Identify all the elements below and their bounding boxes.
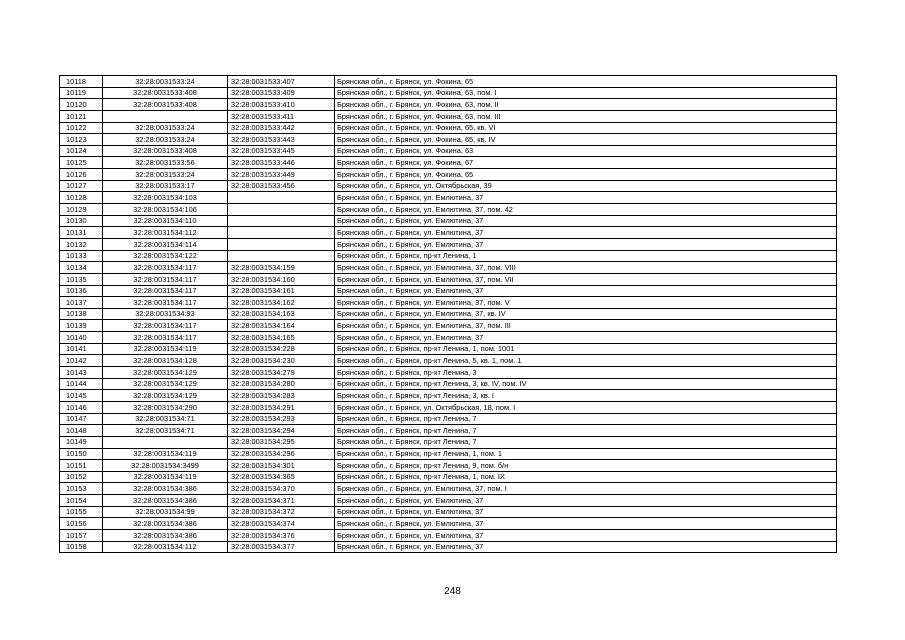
parent-cadastral-number-cell: [103, 110, 228, 122]
parent-cadastral-number-cell: 32:28:0031534:117: [103, 273, 228, 285]
parent-cadastral-number-cell: 32:28:0031534:117: [103, 320, 228, 332]
cadastral-number-cell: 32:28:0031534:283: [228, 390, 335, 402]
table-row: [60, 378, 837, 390]
cadastral-number-cell: [228, 204, 335, 216]
address-cell: Брянская обл., г. Брянск, ул. Емлютина, 37: [335, 541, 837, 553]
parent-cadastral-number-cell: 32:28:0031534:103: [103, 192, 228, 204]
cadastral-number-cell: [228, 250, 335, 262]
cadastral-number-cell: 32:28:0031533:446: [228, 157, 335, 169]
address-cell: Брянская обл., г. Брянск, ул. Емлютина, 37: [335, 506, 837, 518]
parent-cadastral-number-cell: 32:28:0031533:56: [103, 157, 228, 169]
address-cell: Брянская обл., г. Брянск, пр-кт Ленина, 1, пом. 1001: [335, 343, 837, 355]
cadastral-number-cell: 32:28:0031534:280: [228, 378, 335, 390]
address-cell: Брянская обл., г. Брянск, пр-кт Ленина, 7: [335, 425, 837, 437]
parent-cadastral-number-cell: 32:28:0031533:24: [103, 76, 228, 88]
address-cell: Брянская обл., г. Брянск, пр-кт Ленина, 3, кв. IV, пом. IV: [335, 378, 837, 390]
address-cell: Брянская обл., г. Брянск, ул. Емлютина, 37, пом. III: [335, 320, 837, 332]
table-row: [60, 343, 837, 355]
table-row: [60, 122, 837, 134]
parent-cadastral-number-cell: 32:28:0031534:3499: [103, 460, 228, 472]
address-cell: Брянская обл., г. Брянск, ул. Емлютина, 37: [335, 495, 837, 507]
cadastral-number-cell: 32:28:0031534:365: [228, 471, 335, 483]
parent-cadastral-number-cell: 32:28:0031534:386: [103, 529, 228, 541]
cadastral-number-cell: 32:28:0031534:296: [228, 448, 335, 460]
parent-cadastral-number-cell: 32:28:0031534:129: [103, 378, 228, 390]
row-number-cell: 10145: [60, 390, 103, 402]
parent-cadastral-number-cell: 32:28:0031534:119: [103, 448, 228, 460]
parent-cadastral-number-cell: 32:28:0031534:71: [103, 413, 228, 425]
cadastral-number-cell: 32:28:0031534:279: [228, 367, 335, 379]
row-number-cell: 10138: [60, 308, 103, 320]
cadastral-number-cell: 32:28:0031533:456: [228, 180, 335, 192]
row-number-cell: 10149: [60, 436, 103, 448]
address-cell: Брянская обл., г. Брянск, ул. Емлютина, 37: [335, 332, 837, 344]
table-row: [60, 180, 837, 192]
address-cell: Брянская обл., г. Брянск, ул. Фокина, 65: [335, 169, 837, 181]
address-cell: Брянская обл., г. Брянск, ул. Октябрьская, 39: [335, 180, 837, 192]
address-cell: Брянская обл., г. Брянск, ул. Емлютина, 37, кв. IV: [335, 308, 837, 320]
cadastral-number-cell: 32:28:0031534:376: [228, 529, 335, 541]
table-row: [60, 529, 837, 541]
cadastral-number-cell: 32:28:0031533:445: [228, 145, 335, 157]
parent-cadastral-number-cell: 32:28:0031534:117: [103, 297, 228, 309]
row-number-cell: 10121: [60, 110, 103, 122]
address-cell: Брянская обл., г. Брянск, ул. Емлютина, 37: [335, 227, 837, 239]
parent-cadastral-number-cell: 32:28:0031534:117: [103, 262, 228, 274]
row-number-cell: 10143: [60, 367, 103, 379]
parent-cadastral-number-cell: 32:28:0031533:408: [103, 87, 228, 99]
address-cell: Брянская обл., г. Брянск, пр-кт Ленина, 1, пом. 1: [335, 448, 837, 460]
table-row: [60, 518, 837, 530]
parent-cadastral-number-cell: 32:28:0031534:129: [103, 367, 228, 379]
row-number-cell: 10137: [60, 297, 103, 309]
table-row: [60, 215, 837, 227]
table-row: [60, 320, 837, 332]
row-number-cell: 10144: [60, 378, 103, 390]
parent-cadastral-number-cell: 32:28:0031534:71: [103, 425, 228, 437]
row-number-cell: 10135: [60, 273, 103, 285]
row-number-cell: 10130: [60, 215, 103, 227]
cadastral-number-cell: 32:28:0031534:295: [228, 436, 335, 448]
cadastral-number-cell: 32:28:0031534:372: [228, 506, 335, 518]
cadastral-number-cell: [228, 238, 335, 250]
cadastral-number-cell: 32:28:0031533:449: [228, 169, 335, 181]
address-cell: Брянская обл., г. Брянск, ул. Емлютина, 37: [335, 238, 837, 250]
table-row: [60, 238, 837, 250]
cadastral-number-cell: 32:28:0031533:409: [228, 87, 335, 99]
row-number-cell: 10122: [60, 122, 103, 134]
address-cell: Брянская обл., г. Брянск, пр-кт Ленина, 3, кв. I: [335, 390, 837, 402]
row-number-cell: 10123: [60, 134, 103, 146]
table-row: [60, 169, 837, 181]
address-cell: Брянская обл., г. Брянск, ул. Емлютина, 37, пом. 42: [335, 204, 837, 216]
table-row: [60, 495, 837, 507]
registry-table: [59, 75, 837, 553]
cadastral-number-cell: 32:28:0031534:160: [228, 273, 335, 285]
table-row: [60, 273, 837, 285]
parent-cadastral-number-cell: 32:28:0031534:106: [103, 204, 228, 216]
table-row: [60, 110, 837, 122]
address-cell: Брянская обл., г. Брянск, ул. Емлютина, 37: [335, 518, 837, 530]
row-number-cell: 10139: [60, 320, 103, 332]
row-number-cell: 10118: [60, 76, 103, 88]
row-number-cell: 10141: [60, 343, 103, 355]
page-number: 248: [444, 586, 461, 597]
parent-cadastral-number-cell: 32:28:0031534:110: [103, 215, 228, 227]
cadastral-number-cell: 32:28:0031534:162: [228, 297, 335, 309]
table-row: [60, 332, 837, 344]
row-number-cell: 10151: [60, 460, 103, 472]
cadastral-number-cell: 32:28:0031534:163: [228, 308, 335, 320]
address-cell: Брянская обл., г. Брянск, пр-кт Ленина, 7: [335, 436, 837, 448]
row-number-cell: 10128: [60, 192, 103, 204]
table-row: [60, 204, 837, 216]
address-cell: Брянская обл., г. Брянск, пр-кт Ленина, 7: [335, 413, 837, 425]
cadastral-number-cell: 32:28:0031533:410: [228, 99, 335, 111]
parent-cadastral-number-cell: 32:28:0031534:386: [103, 518, 228, 530]
cadastral-number-cell: 32:28:0031534:294: [228, 425, 335, 437]
parent-cadastral-number-cell: 32:28:0031534:117: [103, 285, 228, 297]
table-row: [60, 285, 837, 297]
row-number-cell: 10126: [60, 169, 103, 181]
address-cell: Брянская обл., г. Брянск, пр-кт Ленина, 1: [335, 250, 837, 262]
parent-cadastral-number-cell: 32:28:0031533:24: [103, 169, 228, 181]
address-cell: Брянская обл., г. Брянск, ул. Емлютина, 37: [335, 529, 837, 541]
parent-cadastral-number-cell: 32:28:0031534:119: [103, 471, 228, 483]
parent-cadastral-number-cell: [103, 436, 228, 448]
table-row: [60, 262, 837, 274]
table-row: [60, 541, 837, 553]
table-row: [60, 157, 837, 169]
row-number-cell: 10129: [60, 204, 103, 216]
row-number-cell: 10119: [60, 87, 103, 99]
registry-table-body: [60, 76, 837, 553]
row-number-cell: 10131: [60, 227, 103, 239]
table-row: [60, 401, 837, 413]
row-number-cell: 10120: [60, 99, 103, 111]
parent-cadastral-number-cell: 32:28:0031534:129: [103, 390, 228, 402]
table-row: [60, 483, 837, 495]
cadastral-number-cell: 32:28:0031533:411: [228, 110, 335, 122]
row-number-cell: 10125: [60, 157, 103, 169]
parent-cadastral-number-cell: 32:28:0031534:114: [103, 238, 228, 250]
cadastral-number-cell: 32:28:0031534:370: [228, 483, 335, 495]
cadastral-number-cell: 32:28:0031534:374: [228, 518, 335, 530]
cadastral-number-cell: 32:28:0031534:377: [228, 541, 335, 553]
table-row: [60, 436, 837, 448]
row-number-cell: 10154: [60, 495, 103, 507]
table-row: [60, 308, 837, 320]
cadastral-number-cell: 32:28:0031534:293: [228, 413, 335, 425]
parent-cadastral-number-cell: 32:28:0031534:117: [103, 332, 228, 344]
table-row: [60, 471, 837, 483]
parent-cadastral-number-cell: 32:28:0031533:408: [103, 145, 228, 157]
row-number-cell: 10157: [60, 529, 103, 541]
cadastral-number-cell: [228, 215, 335, 227]
parent-cadastral-number-cell: 32:28:0031533:408: [103, 99, 228, 111]
cadastral-number-cell: 32:28:0031533:407: [228, 76, 335, 88]
row-number-cell: 10132: [60, 238, 103, 250]
cadastral-number-cell: 32:28:0031533:443: [228, 134, 335, 146]
address-cell: Брянская обл., г. Брянск, ул. Фокина, 63: [335, 145, 837, 157]
address-cell: Брянская обл., г. Брянск, пр-кт Ленина, 5, кв. 1, пом. 1: [335, 355, 837, 367]
cadastral-number-cell: [228, 192, 335, 204]
address-cell: Брянская обл., г. Брянск, ул. Фокина, 63, пом. I: [335, 87, 837, 99]
cadastral-number-cell: 32:28:0031534:159: [228, 262, 335, 274]
parent-cadastral-number-cell: 32:28:0031534:93: [103, 308, 228, 320]
table-row: [60, 297, 837, 309]
address-cell: Брянская обл., г. Брянск, пр-кт Ленина, 9, пом. б/н: [335, 460, 837, 472]
address-cell: Брянская обл., г. Брянск, ул. Емлютина, 37: [335, 192, 837, 204]
row-number-cell: 10146: [60, 401, 103, 413]
address-cell: Брянская обл., г. Брянск, ул. Октябрьская, 18, пом. I: [335, 401, 837, 413]
row-number-cell: 10134: [60, 262, 103, 274]
cadastral-number-cell: [228, 227, 335, 239]
table-row: [60, 355, 837, 367]
table-row: [60, 425, 837, 437]
parent-cadastral-number-cell: 32:28:0031533:17: [103, 180, 228, 192]
table-row: [60, 145, 837, 157]
parent-cadastral-number-cell: 32:28:0031534:112: [103, 541, 228, 553]
table-row: [60, 87, 837, 99]
cadastral-number-cell: 32:28:0031534:228: [228, 343, 335, 355]
table-row: [60, 506, 837, 518]
row-number-cell: 10153: [60, 483, 103, 495]
parent-cadastral-number-cell: 32:28:0031534:119: [103, 343, 228, 355]
row-number-cell: 10124: [60, 145, 103, 157]
table-row: [60, 99, 837, 111]
parent-cadastral-number-cell: 32:28:0031534:386: [103, 483, 228, 495]
table-row: [60, 250, 837, 262]
address-cell: Брянская обл., г. Брянск, ул. Фокина, 63, пом. III: [335, 110, 837, 122]
row-number-cell: 10156: [60, 518, 103, 530]
address-cell: Брянская обл., г. Брянск, ул. Фокина, 65, кв. IV: [335, 134, 837, 146]
row-number-cell: 10136: [60, 285, 103, 297]
address-cell: Брянская обл., г. Брянск, пр-кт Ленина, 1, пом. IX: [335, 471, 837, 483]
row-number-cell: 10148: [60, 425, 103, 437]
parent-cadastral-number-cell: 32:28:0031534:386: [103, 495, 228, 507]
row-number-cell: 10142: [60, 355, 103, 367]
address-cell: Брянская обл., г. Брянск, ул. Фокина, 63, пом. II: [335, 99, 837, 111]
cadastral-number-cell: 32:28:0031534:164: [228, 320, 335, 332]
address-cell: Брянская обл., г. Брянск, ул. Емлютина, 37, пом. I: [335, 483, 837, 495]
table-row: [60, 134, 837, 146]
cadastral-number-cell: 32:28:0031534:371: [228, 495, 335, 507]
address-cell: Брянская обл., г. Брянск, пр-кт Ленина, 3: [335, 367, 837, 379]
address-cell: Брянская обл., г. Брянск, ул. Емлютина, 37: [335, 285, 837, 297]
parent-cadastral-number-cell: 32:28:0031533:24: [103, 122, 228, 134]
address-cell: Брянская обл., г. Брянск, ул. Емлютина, 37: [335, 215, 837, 227]
address-cell: Брянская обл., г. Брянск, ул. Фокина, 67: [335, 157, 837, 169]
cadastral-number-cell: 32:28:0031534:230: [228, 355, 335, 367]
parent-cadastral-number-cell: 32:28:0031534:128: [103, 355, 228, 367]
address-cell: Брянская обл., г. Брянск, ул. Емлютина, 37, пом. VIII: [335, 262, 837, 274]
parent-cadastral-number-cell: 32:28:0031534:99: [103, 506, 228, 518]
row-number-cell: 10147: [60, 413, 103, 425]
table-row: [60, 390, 837, 402]
table-row: [60, 367, 837, 379]
parent-cadastral-number-cell: 32:28:0031533:24: [103, 134, 228, 146]
table-row: [60, 460, 837, 472]
row-number-cell: 10155: [60, 506, 103, 518]
cadastral-number-cell: 32:28:0031534:165: [228, 332, 335, 344]
parent-cadastral-number-cell: 32:28:0031534:122: [103, 250, 228, 262]
table-row: [60, 76, 837, 88]
row-number-cell: 10133: [60, 250, 103, 262]
table-row: [60, 448, 837, 460]
cadastral-number-cell: 32:28:0031534:161: [228, 285, 335, 297]
table-row: [60, 227, 837, 239]
parent-cadastral-number-cell: 32:28:0031534:290: [103, 401, 228, 413]
parent-cadastral-number-cell: 32:28:0031534:112: [103, 227, 228, 239]
cadastral-number-cell: 32:28:0031534:291: [228, 401, 335, 413]
address-cell: Брянская обл., г. Брянск, ул. Фокина, 65: [335, 76, 837, 88]
row-number-cell: 10152: [60, 471, 103, 483]
row-number-cell: 10140: [60, 332, 103, 344]
row-number-cell: 10158: [60, 541, 103, 553]
row-number-cell: 10150: [60, 448, 103, 460]
table-row: [60, 413, 837, 425]
row-number-cell: 10127: [60, 180, 103, 192]
cadastral-number-cell: 32:28:0031534:301: [228, 460, 335, 472]
address-cell: Брянская обл., г. Брянск, ул. Фокина, 65, кв. VI: [335, 122, 837, 134]
cadastral-number-cell: 32:28:0031533:442: [228, 122, 335, 134]
address-cell: Брянская обл., г. Брянск, ул. Емлютина, 37, пом. V: [335, 297, 837, 309]
table-row: [60, 192, 837, 204]
address-cell: Брянская обл., г. Брянск, ул. Емлютина, 37, пом. VII: [335, 273, 837, 285]
